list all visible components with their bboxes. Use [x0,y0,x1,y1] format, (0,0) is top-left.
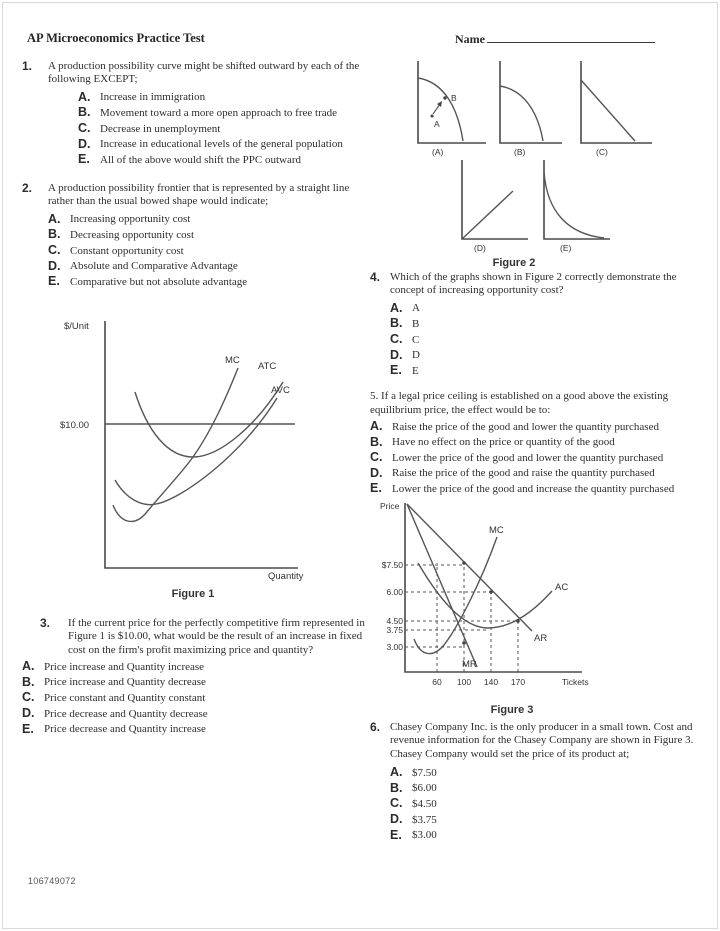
fig2-arrow-shaft [433,104,440,114]
fig3-ytick-450: 4.50 [386,616,403,626]
fig3-ytick-300: 3.00 [386,642,403,652]
question-text: Which of the graphs shown in Figure 2 correctly demonstrate the concept of increasing opportunity cost? [390,271,677,297]
fig2-point-b-label: B [451,93,457,103]
fig3-xtick-140: 140 [483,677,499,687]
answer-option: E. Lower the price of the good and increase the quantity purchased [370,481,675,496]
answer-option: A. Increasing opportunity cost [48,211,191,226]
answer-option: B. Price increase and Quantity decrease [22,674,206,689]
fig2-point-b-dot [443,96,446,99]
answer-option: D. $3.75 [390,812,437,826]
answer-option: C. Constant opportunity cost [48,243,184,257]
fig3-mc-curve [414,537,497,654]
fig2-panel-e-axes [544,160,610,239]
answer-option: A. Increase in immigration [78,89,206,104]
answer-option: B. Movement toward a more open approach to free trade [78,105,338,120]
fig3-ac-label: AC [555,582,569,593]
answer-option: A. Raise the price of the good and lower the quantity purchased [370,419,659,433]
fig2-panel-c-label: (C) [596,147,608,157]
fig1-caption: Figure 1 [171,588,215,600]
answer-option: D. Raise the price of the good and raise the quantity purchased [370,465,655,480]
fig3-ar-label: AR [534,633,548,644]
answer-option: D. Price decrease and Quantity decrease [22,706,208,720]
answer-option: A. Price increase and Quantity increase [22,659,205,674]
fig2-panel-a-label: (A) [432,147,444,157]
answer-option: A. A [390,300,420,315]
fig3-xtick-60: 60 [432,677,442,687]
question-number: 3. [40,616,51,630]
answer-option: B. Decreasing opportunity cost [48,227,195,242]
fig2-panel-c-line [581,80,635,141]
fig2-panel-d-label: (D) [474,243,486,253]
fig3-y-axis-label: Price [380,501,400,511]
fig2-arrow-head [437,101,442,107]
fig2-panel-b-axes [500,61,562,143]
question-text: A production possibility curve might be shifted outward by each of the following EXCEPT; [48,60,360,86]
answer-option: D. D [390,347,420,362]
fig1-avc-label: AVC [271,385,290,396]
fig2-panel-b-label: (B) [514,147,526,157]
answer-option: C. C [390,332,420,346]
answer-option: B. Have no effect on the price or quantity of the good [370,434,615,449]
question-4 [370,271,710,380]
fig2-panel-e-curve [544,172,604,238]
fig2-panel-a-curve [418,78,463,141]
fig1-atc-curve [135,382,283,457]
fig2-caption: Figure 2 [492,257,536,269]
name-blank-line [487,30,655,43]
fig2-panel-b-curve [500,86,543,141]
question-2 [22,182,362,291]
answer-option: C. Price constant and Quantity constant [22,690,206,705]
fig3-ac-curve [418,563,552,628]
fig3-ytick-375: 3.75 [386,625,403,635]
question-text: 5. If a legal price ceiling is established on a good above the existing equilibrium price, the effect would be to: [370,390,669,416]
fig1-mc-label: MC [225,355,240,366]
answer-option: B. $6.00 [390,780,437,795]
fig3-dot-ar-750 [462,561,466,565]
fig3-mr-label: MR [462,659,477,670]
fig1-x-axis-label: Quantity [268,571,304,582]
name-label: Name [455,32,485,46]
answer-option: B. B [390,316,420,331]
fig1-atc-label: ATC [258,361,277,372]
answer-option: E. E [390,363,419,378]
question-text: Chasey Company Inc. is the only producer in a small town. Cost and revenue information for the Chasey Company are shown in Figure 3. Chasey Company would set the price of its product at; [390,721,694,760]
fig1-y-axis-label: $/Unit [64,321,89,332]
question-6 [370,721,710,844]
question-5 [370,389,716,498]
question-number: 1. [22,59,33,73]
fig1-avc-curve [115,398,277,505]
fig3-xtick-170: 170 [510,677,526,687]
fig3-dot-mc-ac-450 [516,619,520,623]
question-number: 5. [370,390,379,402]
document-id: 106749072 [28,876,76,886]
answer-option: E. Comparative but not absolute advantage [48,274,248,289]
name-field [455,30,655,47]
fig3-dot-ar-600 [489,590,493,594]
fig3-caption: Figure 3 [490,704,534,716]
fig2-point-a-label: A [434,119,440,129]
fig3-mr-line [407,504,477,667]
question-text: A production possibility frontier that is represented by a straight line rather than the usual bowed shape would indicate; [48,182,350,208]
fig3-x-axis-label: Tickets [562,677,589,687]
answer-option: C. Decrease in unemployment [78,121,221,135]
question-number: 2. [22,181,33,195]
question-3 [22,617,367,738]
answer-option: E. All of the above would shift the PPC outward [78,152,302,167]
answer-option: E. $3.00 [390,827,437,842]
question-text: If the current price for the perfectly competitive firm represented in Figure 1 is $10.00, what would be the result of an increase in fixed cost on the firm's profit maximizing price and quantity? [68,617,365,656]
answer-option: D. Increase in educational levels of the general population [78,136,343,151]
fig3-xtick-100: 100 [456,677,472,687]
figure-3-monopoly-graph [376,497,678,719]
fig3-ar-line [407,504,532,631]
question-1 [22,60,362,169]
fig2-point-a-dot [431,115,434,118]
fig3-dot-mr-mc [462,641,466,645]
fig2-panel-c-axes [581,61,652,143]
question-number: 4. [370,270,381,284]
fig2-panel-d-line [462,191,513,239]
fig1-price-label: $10.00 [60,420,90,431]
figure-2-ppc-panels [396,50,716,272]
answer-option: C. Lower the price of the good and lower the quantity purchased [370,450,664,465]
fig3-mc-label: MC [489,525,504,536]
figure-1-cost-curves [52,315,344,613]
fig2-panel-d-axes [462,160,528,239]
fig2-panel-e-label: (E) [560,243,572,253]
page-title: AP Microeconomics Practice Test [27,31,205,45]
answer-option: E. Price decrease and Quantity increase [22,721,206,736]
answer-option: D. Absolute and Comparative Advantage [48,258,238,273]
answer-option: A. $7.50 [390,765,437,780]
answer-option: C. $4.50 [390,796,437,811]
fig3-ytick-750: $7.50 [381,560,403,570]
fig3-ytick-600: 6.00 [386,587,403,597]
question-number: 6. [370,720,381,734]
